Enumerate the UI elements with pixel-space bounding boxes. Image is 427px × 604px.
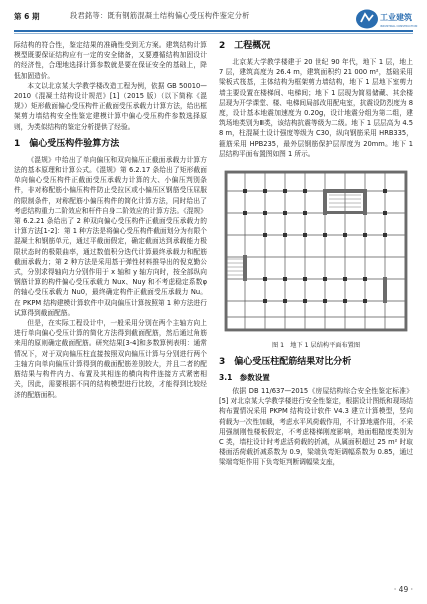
- section-3-heading: 3 偏心受压柱配筋结果对比分析: [219, 357, 352, 368]
- logo-subtext: INDUSTRIAL CONSTRUCTION: [380, 25, 418, 28]
- header-rule: [14, 30, 413, 32]
- left-column: [14, 40, 207, 400]
- section-1-paragraph-2: 但是，在实际工程设计中，一般采用分别在两个主轴方向上进行单向偏心受压计算的简化方法得到截面配筋，然后通过角筋来用的原则确定截面配筋。研究结果[3-4]和多数算例表明：通常情况下，对于双向偏压柱直接按照双向偏压计算与分别进行两个主轴方向单向偏压计算得到的截面配筋差别较大，并且二者的配筋结果与构件内力、布置及其相连的横向构件连接方式紧密相关，因此，需要根据不同的结构模型进行比较，才能得到比较经济的配筋面积。: [14, 319, 207, 399]
- section-1-paragraph-1: 《混规》中给出了单向偏压和双向偏压正截面承载力计算方法的基本原理和计算公式。《混规》第 6.2.17 条给出了矩形截面单向偏心受压构件正截面受压承载力计算的大、小偏压判别条件，非对称配筋小偏压构件防止受拉区或小偏压区钢筋受压屈服的限制条件，对称配筋小偏压构件的简化计算方法，同时给出了考虑结构重力二阶效应和杆件自身二阶效应的计算方法。《混规》第 6.2.21 条给出了 2 种双向偏心受压构件正截面受压承载力的计算方法[1-2]：第 1 种方法是将偏心受压构件截面划分为有限个混凝土和钢筋单元，通过平截面假定，确定截面达到承载能力极限状态时的极限曲率，通过数值积分迭代计算最终承载力和配筋截面承载力；第 2 种方法是采用基于弹性材料推导出的倪克勤公式，分别求得轴向力分别作用于 x 轴和 y 轴方向时，按全部纵向钢筋计算的构件偏心受压承载力 Nux、Nuy 和不考虑稳定系数φ的轴心受压承载力 Nu0，最终确定构件正截面受压承载力 Nu。在 PKPM 结构建模计算软件中双向偏压计算按照第 1 种方法进行试算得到截面配筋。: [14, 155, 207, 317]
- section-3-1-paragraph: 依据 DB 11/637—2015《房屋结构综合安全性鉴定标准》[5] 对北京某大学教学楼进行安全性鉴定，根据设计图纸和现场结构布置情况采用 PKPM 结构设计软件 V4.3 建立计算模型，竖向荷载为一次性加载，考虑水平风荷载作用，不计算地震作用，不采用强制刚性楼板假定，不考虑楼梯刚度影响，地面粗糙度类别为 C 类，墙柱设计时考虑活荷载的折减，从属面积超过 25 m² 时取楼面活荷载折减系数为 0.9，梁端负弯矩调幅系数为 0.85，通过梁端弯矩作用下负弯矩判断调幅梁支座，: [219, 387, 413, 467]
- floor-plan-drawing: [219, 163, 413, 339]
- right-column: [219, 40, 413, 468]
- page-number: · 49 ·: [393, 585, 413, 594]
- figure-caption: 图 1 地下 1 层结构平面布置图: [271, 342, 361, 350]
- logo-text: 工业建筑: [380, 13, 412, 22]
- section-2-paragraph: 北京某大学教学楼建于 20 世纪 90 年代，地下 1 层，地上 7 层，建筑高度为 26.4 m，建筑面积约 21 000 m²，基础采用梁板式筏基，主体结构为框架剪力墙结构，地下 1 层地下室剪力墙主要设置在楼梯间、电梯间；地下 1 层现为简易储藏、其余楼层现为开学课堂、楼、电梯间局部改用配电室，抗震设防烈度为 8 度，设计基本地震加速度为 0.20g，设计地震分组为第二组，建筑场地类别为Ⅲ类，该结构抗震等级为二级。地下 1 层层高为 4.58 m，柱混凝土设计强度等级为 C30，纵向钢筋采用 HRB335，箍筋采用 HPB235，最外层钢筋保护层厚度为 20mm。地下 1 层结构平面布置图如图 1 所示。: [219, 58, 413, 158]
- journal-logo-icon: [355, 8, 418, 30]
- section-2-heading: 2 工程概况: [219, 41, 271, 51]
- section-1-heading: 1 偏心受压构件验算方法: [14, 138, 120, 149]
- issue-label: 第 6 期: [14, 12, 40, 21]
- floor-plan-figure: [219, 163, 413, 339]
- page-header: [14, 8, 418, 30]
- header-rule-thin: [14, 33, 413, 34]
- section-3-1-heading: 3.1 参数设置: [219, 373, 270, 383]
- running-title: 段君銘等：既有钢筋混凝土结构偏心受压构件鉴定分析: [70, 11, 250, 20]
- intro-paragraph-1: 际结构的符合性，鉴定结果的准确性受到无方案。建筑结构计算模型既要保证结构应有一定的安全储备，又要遵循结构加固设计的经济性，合理地选择计算参数就是要在保证安全的基础上，降低加固造价。: [14, 41, 207, 80]
- intro-paragraph-2: 本文以北京某大学教学楼改造工程为例，依据 GB 50010—2010《混凝土结构设计规范》[1]（2015 版）（以下简称《混规》）矩形截面偏心受压构件正截面受压承载力计算方法，给出框架剪力墙结构安全性鉴定建模计算中偏心受压构件参数选择原则，为类似结构的鉴定分析提供了经验。: [14, 81, 207, 131]
